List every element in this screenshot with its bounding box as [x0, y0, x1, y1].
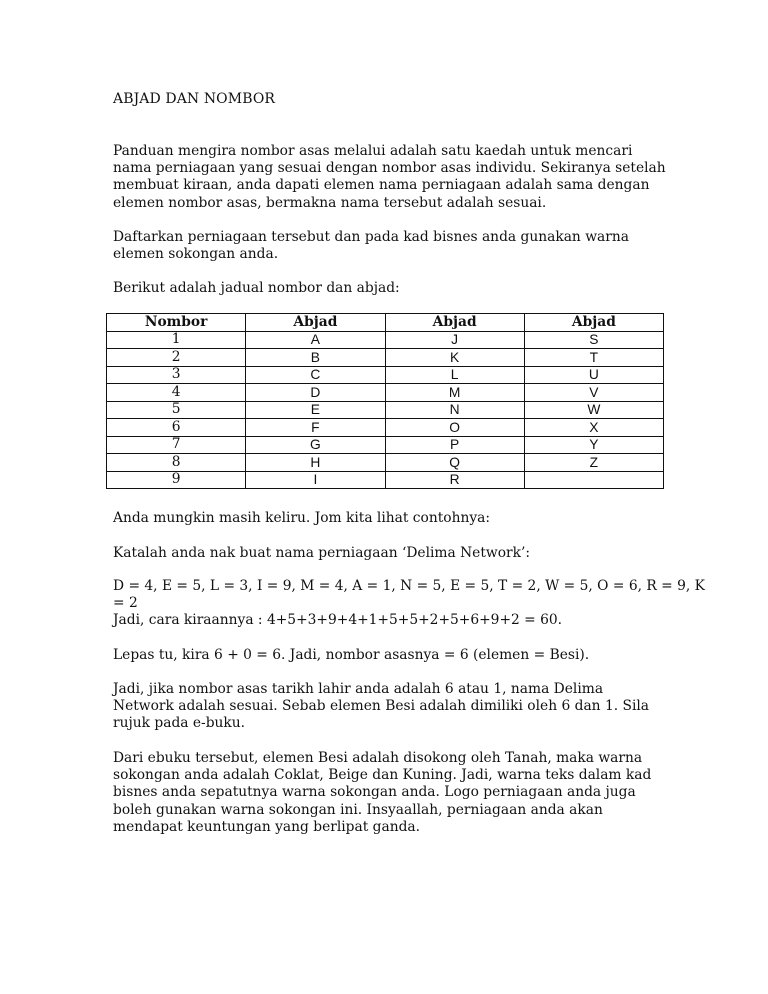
cell-letter: W	[524, 401, 663, 419]
table-header-row	[107, 314, 664, 332]
table-row	[107, 366, 664, 384]
table-row	[107, 331, 664, 349]
colour-advice-paragraph: Dari ebuku tersebut, elemen Besi adalah disokong oleh Tanah, maka warna sokongan anda adalah Coklat, Beige dan Kuning. Jadi, warna teks dalam kad bisnes anda sepatutnya warna sokongan anda. Logo perniagaan anda juga boleh gunakan warna sokongan ini. Insyaallah, perniagaan anda akan mendapat keuntungan yang berlipat ganda.	[113, 750, 652, 835]
table-row	[107, 401, 664, 419]
intro-paragraph: Panduan mengira nombor asas melalui adalah satu kaedah untuk mencari nama perniagaan yang sesuai dengan nombor asas individu. Sekiranya setelah membuat kiraan, anda dapati elemen nama perniagaan adalah sama dengan elemen nombor asas, bermakna nama tersebut adalah sesuai.	[113, 143, 666, 211]
number-letter-table-wrapper	[106, 313, 664, 489]
cell-letter: D	[246, 384, 385, 402]
cell-letter: M	[385, 384, 524, 402]
header-abjad-1: Abjad	[246, 314, 385, 332]
number-letter-table	[106, 313, 664, 489]
table-row	[107, 349, 664, 367]
table-row	[107, 471, 664, 489]
calculation-paragraph: Jadi, cara kiraannya : 4+5+3+9+4+1+5+5+2+5+6+9+2 = 60.	[113, 612, 563, 628]
cell-number: 8	[107, 454, 246, 472]
cell-number: 1	[107, 331, 246, 349]
table-row	[107, 419, 664, 437]
cell-letter: E	[246, 401, 385, 419]
cell-letter: L	[385, 366, 524, 384]
cell-letter: H	[246, 454, 385, 472]
cell-letter: V	[524, 384, 663, 402]
instruction-paragraph: Daftarkan perniagaan tersebut dan pada kad bisnes anda gunakan warna elemen sokongan anda.	[113, 229, 629, 263]
cell-letter: K	[385, 349, 524, 367]
header-nombor: Nombor	[107, 314, 246, 332]
cell-letter: C	[246, 366, 385, 384]
base-number-paragraph: Lepas tu, kira 6 + 0 = 6. Jadi, nombor asasnya = 6 (elemen = Besi).	[113, 647, 590, 663]
table-intro-paragraph: Berikut adalah jadual nombor dan abjad:	[113, 280, 400, 296]
cell-letter: J	[385, 331, 524, 349]
cell-number: 5	[107, 401, 246, 419]
cell-number: 3	[107, 366, 246, 384]
cell-letter: B	[246, 349, 385, 367]
cell-letter: O	[385, 419, 524, 437]
cell-number: 6	[107, 419, 246, 437]
cell-letter: U	[524, 366, 663, 384]
conclusion-paragraph: Jadi, jika nombor asas tarikh lahir anda adalah 6 atau 1, nama Delima Network adalah sesuai. Sebab elemen Besi adalah dimiliki oleh 6 dan 1. Sila rujuk pada e-buku.	[113, 681, 650, 732]
cell-letter: X	[524, 419, 663, 437]
cell-number: 7	[107, 436, 246, 454]
cell-letter: N	[385, 401, 524, 419]
cell-letter: Y	[524, 436, 663, 454]
example-intro-paragraph: Anda mungkin masih keliru. Jom kita lihat contohnya:	[113, 510, 491, 526]
cell-letter	[524, 471, 663, 489]
table-row	[107, 436, 664, 454]
cell-letter: I	[246, 471, 385, 489]
cell-letter: S	[524, 331, 663, 349]
letter-values-paragraph: D = 4, E = 5, L = 3, I = 9, M = 4, A = 1, N = 5, E = 5, T = 2, W = 5, O = 6, R = 9, K = 2	[113, 578, 705, 612]
page-title: ABJAD DAN NOMBOR	[113, 91, 276, 107]
header-abjad-3: Abjad	[524, 314, 663, 332]
header-abjad-2: Abjad	[385, 314, 524, 332]
table-row	[107, 384, 664, 402]
cell-letter: Z	[524, 454, 663, 472]
cell-letter: F	[246, 419, 385, 437]
cell-letter: G	[246, 436, 385, 454]
cell-letter: T	[524, 349, 663, 367]
table-row	[107, 454, 664, 472]
cell-letter: Q	[385, 454, 524, 472]
cell-number: 9	[107, 471, 246, 489]
cell-letter: P	[385, 436, 524, 454]
cell-letter: R	[385, 471, 524, 489]
cell-number: 4	[107, 384, 246, 402]
example-name-paragraph: Katalah anda nak buat nama perniagaan ‘Delima Network’:	[113, 545, 530, 561]
cell-number: 2	[107, 349, 246, 367]
cell-letter: A	[246, 331, 385, 349]
